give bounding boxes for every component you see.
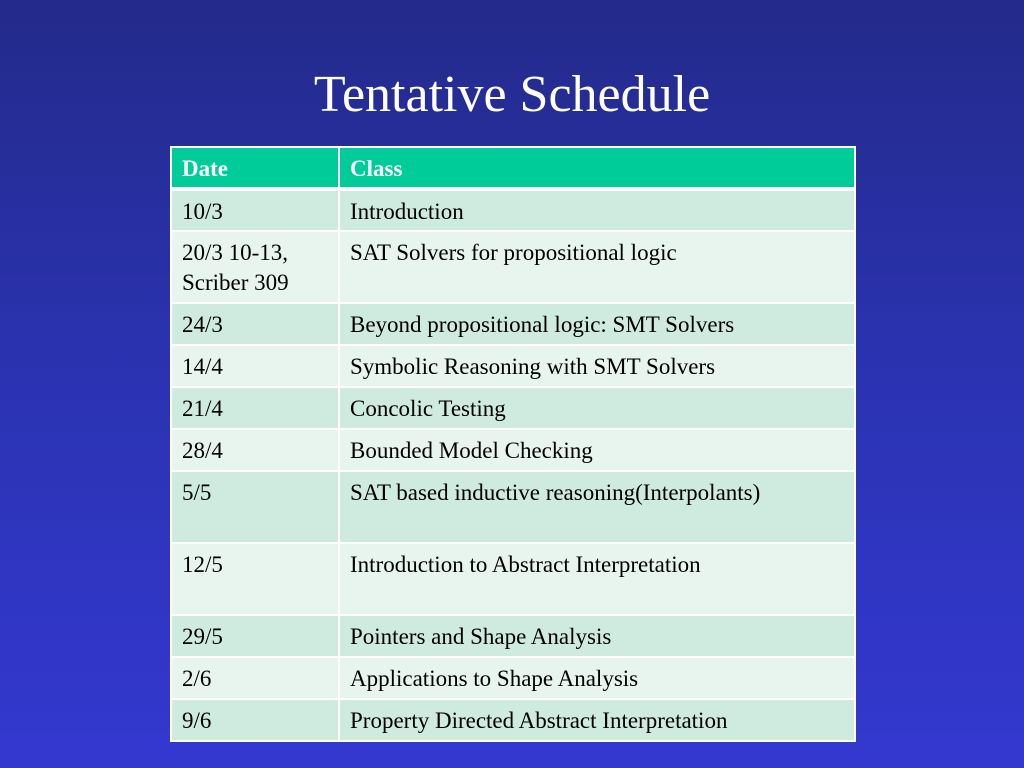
table-row (171, 345, 855, 387)
row-class: Beyond propositional logic: SMT Solvers (339, 303, 855, 345)
row-date: 9/6 (171, 699, 339, 741)
row-date-line1: 20/3 10-13, (182, 240, 289, 265)
table-header-row (171, 147, 855, 189)
row-class: SAT based inductive reasoning(Interpolants) (339, 471, 855, 543)
row-class: Pointers and Shape Analysis (339, 615, 855, 657)
header-date: Date (171, 147, 339, 189)
header-class: Class (339, 147, 855, 189)
row-date (171, 231, 339, 303)
row-class: Property Directed Abstract Interpretation (339, 699, 855, 741)
table-row (171, 387, 855, 429)
table-row (171, 303, 855, 345)
row-date: 28/4 (171, 429, 339, 471)
row-date: 10/3 (171, 189, 339, 231)
row-date: 14/4 (171, 345, 339, 387)
table-row (171, 231, 855, 303)
slide-title: Tentative Schedule (313, 66, 711, 123)
row-date: 29/5 (171, 615, 339, 657)
row-class: Bounded Model Checking (339, 429, 855, 471)
table-row (171, 615, 855, 657)
row-date: 12/5 (171, 543, 339, 615)
table-row (171, 471, 855, 543)
table-row (171, 543, 855, 615)
row-class: Introduction to Abstract Interpretation (339, 543, 855, 615)
row-class: Symbolic Reasoning with SMT Solvers (339, 345, 855, 387)
schedule-table (170, 146, 856, 742)
table-row (171, 699, 855, 741)
row-class: Concolic Testing (339, 387, 855, 429)
row-date: 2/6 (171, 657, 339, 699)
row-class: Applications to Shape Analysis (339, 657, 855, 699)
row-class: SAT Solvers for propositional logic (339, 231, 855, 303)
table-row (171, 657, 855, 699)
table-row (171, 429, 855, 471)
row-date: 24/3 (171, 303, 339, 345)
row-date: 5/5 (171, 471, 339, 543)
row-class: Introduction (339, 189, 855, 231)
row-date-line2: Scriber 309 (182, 270, 289, 295)
row-date: 21/4 (171, 387, 339, 429)
table-row (171, 189, 855, 231)
